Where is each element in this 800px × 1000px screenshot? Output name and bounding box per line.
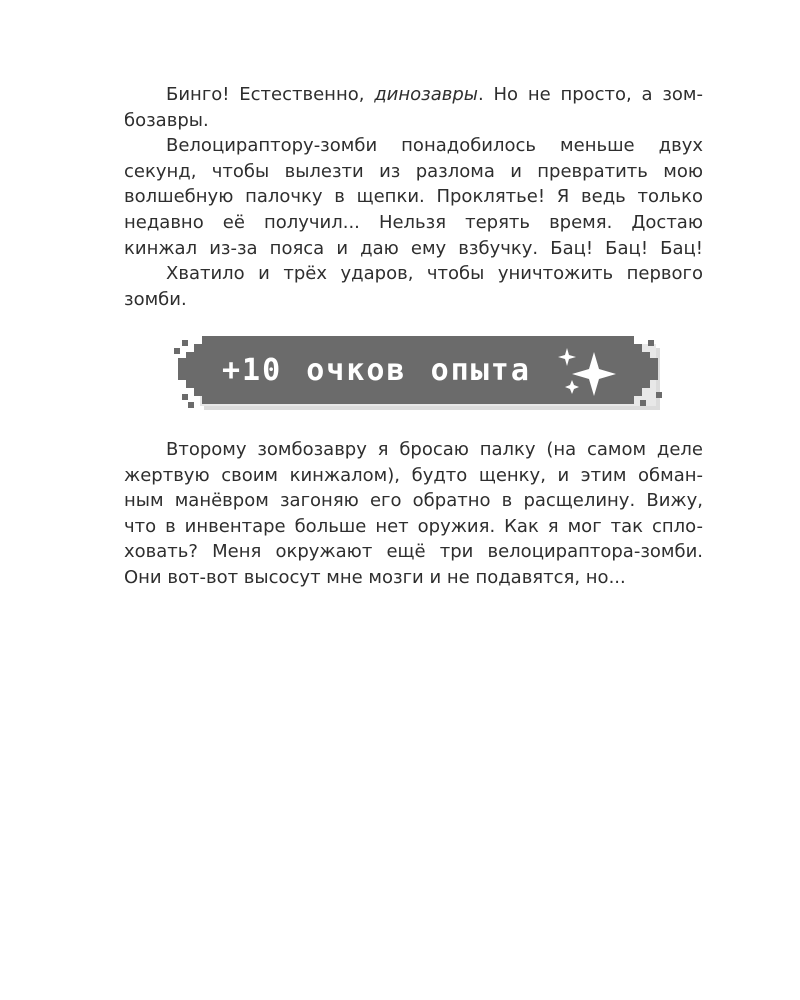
pixel-dot — [182, 340, 188, 346]
text-line: волшебную палочку в щепки. Проклятье! Я ведь только — [124, 186, 703, 208]
text-line: что в инвентаре больше нет оружия. Как я мог так сплo- — [124, 515, 703, 537]
text-line: Хватило и трёх ударов, чтобы уничтожить первого — [166, 263, 703, 285]
emphasis-text: динозавры — [374, 84, 478, 105]
paragraph-block-2 — [124, 437, 703, 591]
text-line: зомби. — [124, 288, 187, 310]
pixel-dot — [188, 402, 194, 408]
pixel-dot — [656, 392, 662, 398]
banner-step — [178, 358, 186, 380]
text-line: секунд, чтобы вылезти из разлома и превратить мою — [124, 160, 703, 182]
paragraph-block-1 — [124, 82, 703, 312]
banner-step — [194, 344, 202, 396]
text-line: ным манёвром загоняю его обратно в расщелину. Вижу, — [124, 490, 703, 512]
xp-banner-label: +10 очков опыта — [222, 353, 531, 388]
pixel-dot — [640, 400, 646, 406]
pixel-dot — [174, 348, 180, 354]
text-line: недавно её получил... Нельзя терять время. Достаю — [124, 211, 703, 233]
pixel-dot — [182, 394, 188, 400]
text-line: жертвую своим кинжалом), будто щенку, и этим обман- — [124, 464, 703, 486]
text-line: бозавры. — [124, 109, 209, 131]
text-line: ховать? Меня окружают ещё три велоцираптора-зомби. — [124, 541, 703, 563]
text-line: кинжал из-за пояса и даю ему взбучку. Бац! Бац! Бац! — [124, 237, 703, 259]
banner-step — [642, 352, 650, 388]
banner-step — [634, 344, 642, 396]
pixel-dot — [648, 340, 654, 346]
text-line: Они вот-вот высосут мне мозги и не подавятся, но... — [124, 566, 626, 588]
banner-step — [186, 352, 194, 388]
banner-step — [650, 358, 658, 380]
text-line: Бинго! Естественно, динозавры. Но не просто, а зом- — [166, 84, 704, 105]
text-line: Велоцираптору-зомби понадобилось меньше двух — [166, 135, 703, 157]
xp-banner — [174, 336, 662, 412]
text-line: Второму зомбозавру я бросаю палку (на самом деле — [166, 439, 703, 460]
